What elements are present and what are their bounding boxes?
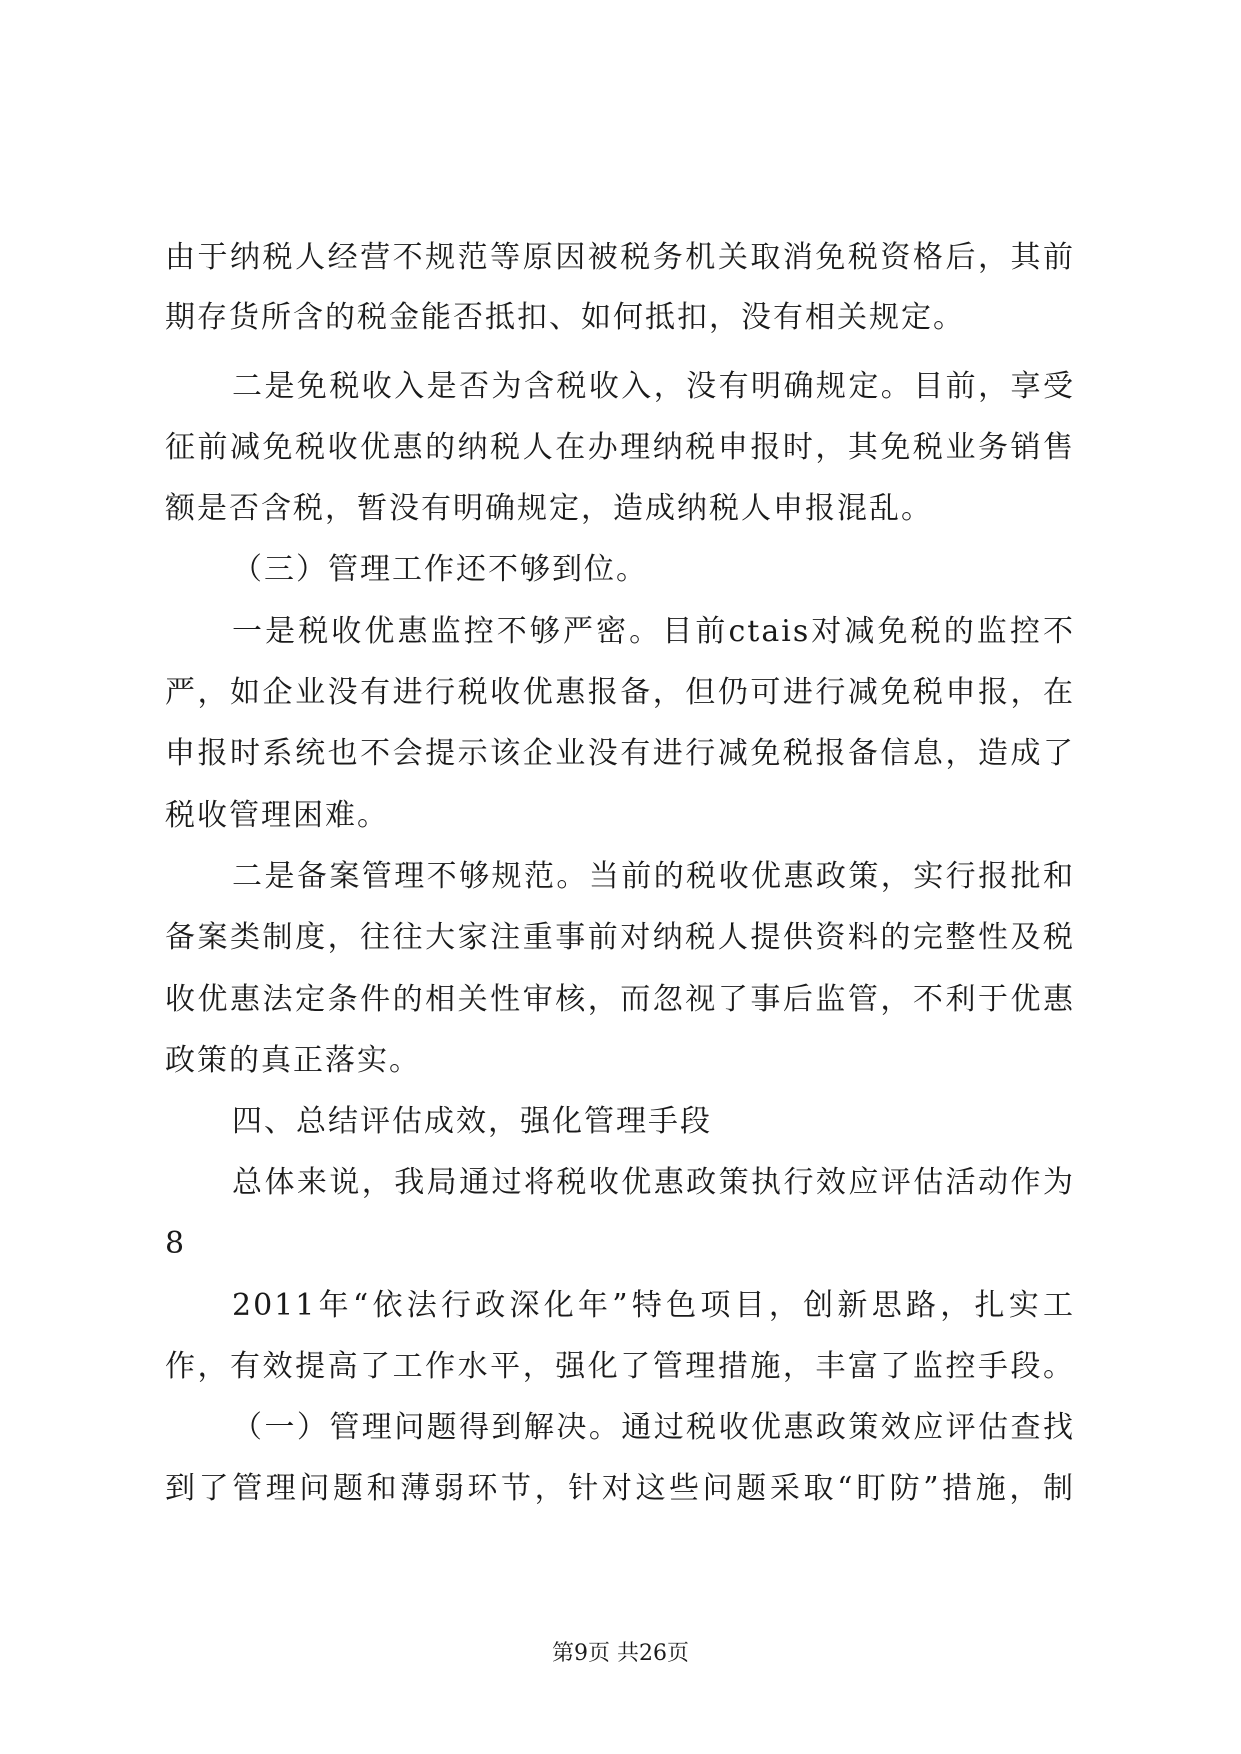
text-line: 政策的真正落实。 [165,1043,421,1078]
text-line: 总体来说，我局通过将税收优惠政策执行效应评估活动作为 [232,1165,1075,1200]
text-line: 备案类制度，往往大家注重事前对纳税人提供资料的完整性及税 [165,920,1075,955]
text-line: 额是否含税，暂没有明确规定，造成纳税人申报混乱。 [165,491,933,526]
text-line: 征前减免税收优惠的纳税人在办理纳税申报时，其免税业务销售 [165,430,1075,465]
section-heading: 四、总结评估成效，强化管理手段 [232,1104,712,1139]
text-line: 一是税收优惠监控不够严密。目前ctais对减免税的监控不 [232,614,1075,649]
text-line: 二是备案管理不够规范。当前的税收优惠政策，实行报批和 [232,859,1075,894]
section-heading: （三）管理工作还不够到位。 [232,552,648,587]
text-line: 到了管理问题和薄弱环节，针对这些问题采取“盯防”措施，制 [165,1471,1075,1506]
text-line: 严，如企业没有进行税收优惠报备，但仍可进行减免税申报，在 [165,675,1075,710]
text-line: 2011年“依法行政深化年”特色项目，创新思路，扎实工 [232,1288,1075,1323]
text-line: 收优惠法定条件的相关性审核，而忽视了事后监管，不利于优惠 [165,982,1075,1017]
text-line: 期存货所含的税金能否抵扣、如何抵扣，没有相关规定。 [165,300,965,335]
inline-page-number: 8 [165,1226,187,1261]
text-line: 作，有效提高了工作水平，强化了管理措施，丰富了监控手段。 [165,1349,1075,1384]
page-footer: 第9页 共26页 [552,1641,689,1666]
text-line: 由于纳税人经营不规范等原因被税务机关取消免税资格后，其前 [165,240,1075,275]
text-line: 税收管理困难。 [165,798,389,833]
text-line: 申报时系统也不会提示该企业没有进行减免税报备信息，造成了 [165,736,1075,771]
text-line: （一）管理问题得到解决。通过税收优惠政策效应评估查找 [232,1410,1075,1445]
text-line: 二是免税收入是否为含税收入，没有明确规定。目前，享受 [232,369,1075,404]
